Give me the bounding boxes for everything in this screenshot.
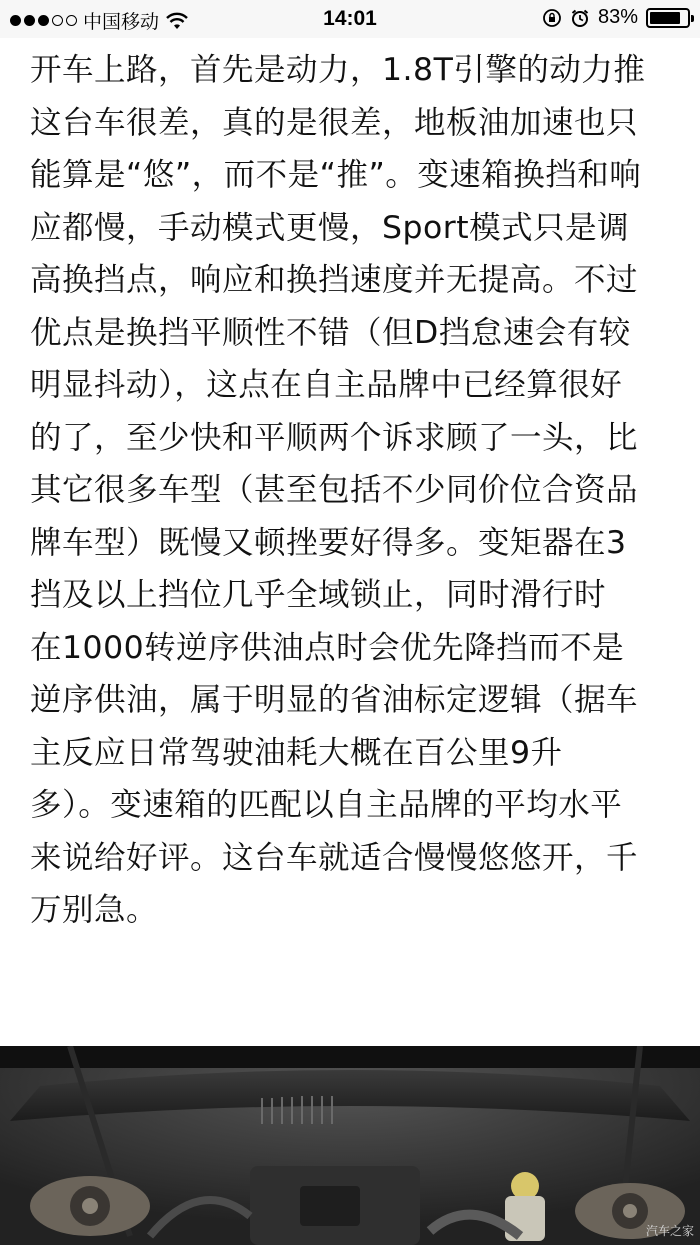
battery-percent: 83% [597,6,638,28]
article-line: 明显抖动），这点在自主品牌中已经算很好 [30,367,623,403]
article-line: 逆序供油，属于明显的省油标定逻辑（据车 [30,682,639,718]
article-body [30,44,680,937]
article-line: 优点是换挡平顺性不错（但D挡怠速会有较 [30,314,631,351]
article-line: 主反应日常驾驶油耗大概在百公里9升 [30,734,563,771]
article-line: 这台车很差，真的是很差，地板油加速也只 [30,104,639,141]
article-line: 其它很多车型（甚至包括不少同价位合资品 [30,472,639,508]
article-line: 高换挡点，响应和换挡速度并无提高。不过 [30,262,639,298]
carrier-name: 中国移动 [83,11,160,33]
watermark-text: 汽车之家 [645,1224,694,1238]
article-line: 的了，至少快和平顺两个诉求顾了一头，比 [30,419,639,456]
article-line: 在1000转逆序供油点时会优先降挡而不是 [30,629,625,666]
status-time: 14:01 [323,7,377,30]
engine-bay-photo [0,1046,700,1245]
status-bar-right [542,6,690,29]
article-line: 开车上路，首先是动力，1.8T引擎的动力推 [30,52,646,88]
article-line: 挡及以上挡位几乎全域锁止，同时滑行时 [30,577,607,613]
article-line: 万别急。 [30,892,159,928]
battery-icon [646,8,690,28]
engine-bay-illustration [0,1046,700,1245]
battery-level-fill [650,12,680,24]
article-line: 多）。变速箱的匹配以自主品牌的平均水平 [30,787,623,823]
status-bar [0,0,700,38]
article-line: 能算是“悠”，而不是“推”。变速箱换挡和响 [30,157,642,193]
alarm-icon [570,8,590,28]
article-line: 来说给好评。这台车就适合慢慢悠悠开，千 [30,839,639,876]
article-line: 应都慢，手动模式更慢，Sport模式只是调 [30,209,630,246]
article-line: 牌车型）既慢又顿挫要好得多。变矩器在3 [30,524,627,561]
orientation-lock-icon [542,8,562,28]
